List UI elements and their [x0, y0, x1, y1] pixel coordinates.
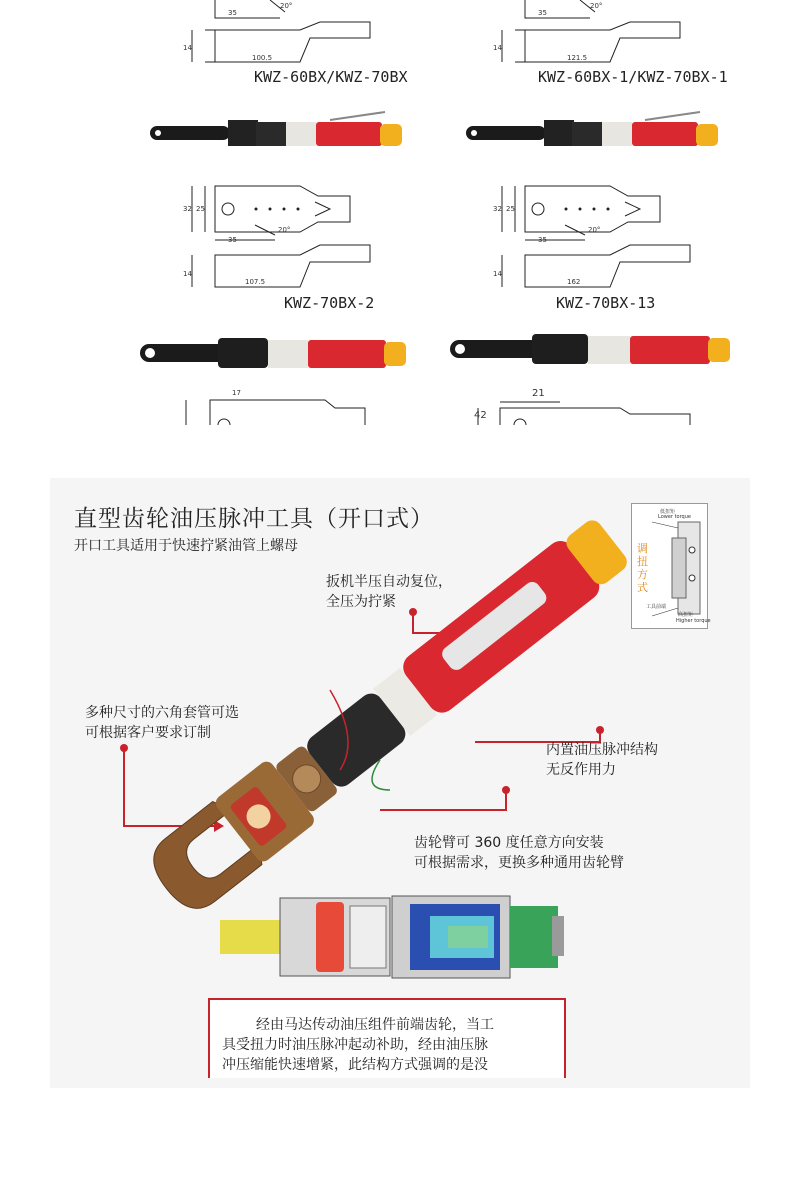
dim-14: 14	[183, 44, 192, 52]
tool-front-label: 工具前端	[646, 604, 667, 610]
callout-trigger	[326, 572, 452, 612]
callout-line: 无反作用力	[546, 762, 616, 778]
callout-line: 扳机半压自动复位，	[326, 574, 452, 590]
dim-14: 14	[183, 270, 192, 278]
dim-25: 25	[506, 205, 515, 213]
dim-14: 14	[493, 270, 502, 278]
adjust-char: 式	[637, 581, 648, 594]
model-label-4: KWZ-70BX-13	[556, 294, 656, 312]
callout-line: 可根据客户要求订制	[85, 725, 211, 741]
adjust-char: 扭	[637, 555, 648, 568]
higher-torque-en: Higher torque	[676, 618, 711, 624]
dim-35: 35	[228, 236, 237, 244]
dim-162: 162	[567, 278, 581, 286]
callout-line: 齿轮臂可 360 度任意方向安装	[414, 835, 604, 851]
adjust-char: 方	[637, 568, 648, 581]
description-line: 经由马达传动油压组件前端齿轮，当工	[256, 1017, 494, 1033]
dim-35: 35	[538, 9, 547, 17]
description-line: 冲压缩能快速增紧，此结构方式强调的是没	[222, 1057, 488, 1073]
model-label-2: KWZ-60BX-1/KWZ-70BX-1	[538, 68, 728, 86]
adjust-char: 调	[637, 542, 648, 555]
dim-42: 42	[474, 410, 487, 421]
dim-21: 21	[532, 388, 545, 399]
description-line: 具受扭力时油压脉冲起动补助，经由油压脉	[222, 1037, 488, 1053]
dim-angle: 20°	[280, 2, 293, 10]
dim-32: 32	[183, 205, 192, 213]
callout-line: 内置油压脉冲结构	[546, 742, 658, 758]
lower-torque-cn: 低扭矩	[660, 509, 676, 515]
dim-17: 17	[232, 389, 241, 397]
callout-line: 全压为拧紧	[326, 594, 396, 610]
dim-32: 32	[493, 205, 502, 213]
dim-35: 35	[538, 236, 547, 244]
higher-torque-cn: 高扭矩	[678, 612, 694, 618]
cutaway-diagram	[220, 896, 564, 978]
callout-line: 多种尺寸的六角套管可选	[85, 705, 239, 721]
description-text	[222, 1015, 552, 1075]
dim-angle: 20°	[590, 2, 603, 10]
lower-torque-en: Lower torque	[658, 514, 691, 520]
page-subtitle: 开口工具适用于快速拧紧油管上螺母	[74, 538, 298, 554]
callout-line: 可根据需求，更换多种通用齿轮臂	[414, 855, 624, 871]
dim-100-5: 100.5	[252, 54, 273, 62]
dim-121-5: 121.5	[567, 54, 588, 62]
callout-socket	[85, 703, 239, 743]
page-title: 直型齿轮油压脉冲工具（开口式）	[74, 506, 434, 532]
dim-25: 25	[196, 205, 205, 213]
dim-14: 14	[493, 44, 502, 52]
dim-angle: 20°	[588, 226, 601, 234]
callout-gear	[414, 833, 624, 873]
model-label-1: KWZ-60BX/KWZ-70BX	[254, 68, 408, 86]
dim-angle: 20°	[278, 226, 291, 234]
dim-107-5: 107.5	[245, 278, 266, 286]
dim-35: 35	[228, 9, 237, 17]
callout-pulse	[546, 740, 658, 780]
model-label-3: KWZ-70BX-2	[284, 294, 375, 312]
